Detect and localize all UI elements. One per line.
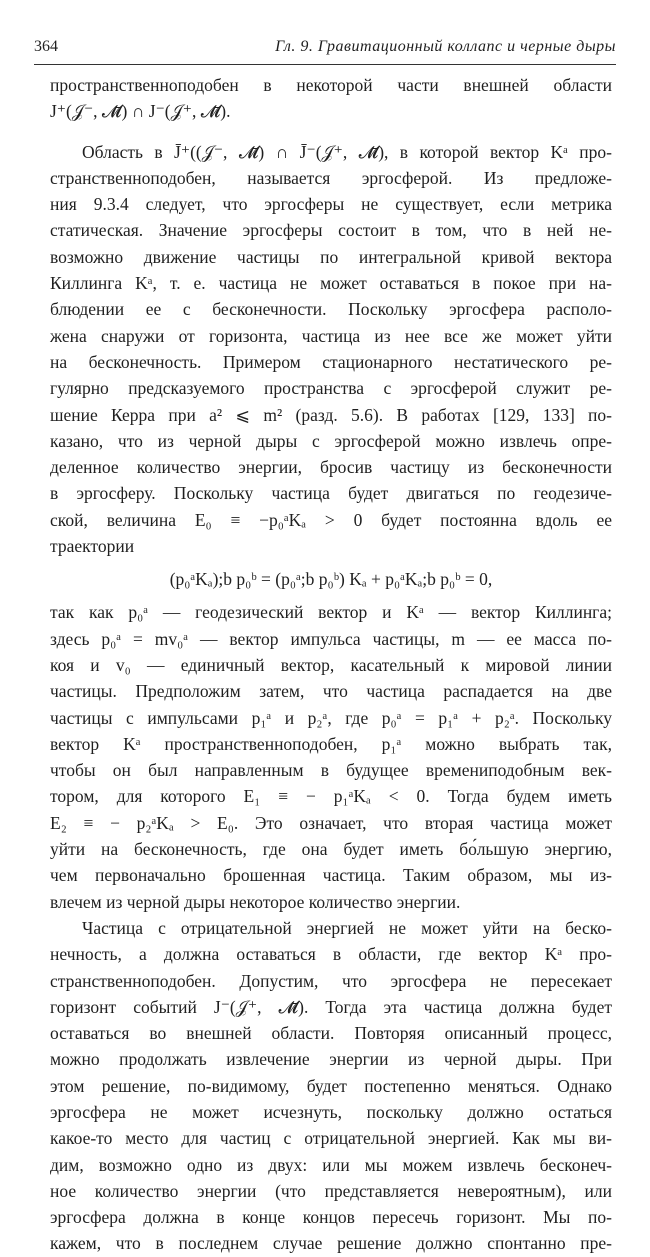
text-line: жена снаружи от горизонта, частица из нее все же может уйти	[50, 325, 612, 346]
text-line: частицы. Предположим затем, что частица распадается на две	[50, 681, 612, 702]
page-number: 364	[34, 38, 58, 55]
text-line: странственноподобен. Допустим, что эргосфера не пересекает	[50, 970, 612, 991]
text-line: горизонт событий J⁻(𝒥⁺, 𝓜̄). Тогда эта частица должна будет	[50, 996, 612, 1017]
text-line: Частица с отрицательной энергией не может уйти на беско-	[82, 917, 612, 938]
text-line: J⁺(𝒥⁻, 𝓜̄) ∩ J⁻(𝒥⁺, 𝓜̄).	[50, 101, 231, 122]
running-header	[34, 38, 616, 62]
text-line: дим, возможно одно из двух: или мы можем извлечь бесконеч-	[50, 1154, 612, 1175]
text-line: ния 9.3.4 следует, что эргосферы не существует, если метрика	[50, 194, 612, 215]
text-line: эргосфера должна в конце концов пересечь горизонт. Мы по-	[50, 1207, 612, 1228]
text-line: здесь p₀ᵃ = mv₀ᵃ — вектор импульса частицы, m — ее масса по-	[50, 628, 612, 649]
text-line: шение Керра при a² ⩽ m² (разд. 5.6). В работах [129, 133] по-	[50, 404, 612, 425]
text-line: какое-то место для частиц с отрицательной энергией. Как мы ви-	[50, 1128, 612, 1149]
text-line: чем первоначально брошенная частица. Таким образом, мы из-	[50, 865, 612, 886]
text-line: частицы с импульсами p₁ᵃ и p₂ᵃ, где p₀ᵃ = p₁ᵃ + p₂ᵃ. Поскольку	[50, 707, 612, 728]
text-line: странственноподобен, называется эргосферой. Из предложе-	[50, 167, 612, 188]
text-line: оставаться во внешней области. Повторяя описанный процесс,	[50, 1023, 612, 1044]
text-line: нечность, а должна оставаться в области, где вектор Kᵃ про-	[50, 944, 612, 965]
text-line: Область в J̄⁺((𝒥⁻, 𝓜̄) ∩ J̄⁻(𝒥⁺, 𝓜̄), в которой вектор Kᵃ про-	[82, 141, 612, 162]
text-line: гулярно предсказуемого пространства с эргосферой служит ре-	[50, 378, 612, 399]
text-line: блюдении ее с бесконечности. Поскольку эргосфера располо-	[50, 299, 612, 320]
text-line: можно продолжать извлечение энергии из черной дыры. При	[50, 1049, 612, 1070]
text-line: кажем, что в последнем случае решение должно спонтанно пре-	[50, 1233, 612, 1254]
text-line: чтобы он был направленным в будущее времениподобным век-	[50, 760, 612, 781]
text-line: возможно движение частицы по интегральной кривой вектора	[50, 246, 612, 267]
header-rule	[34, 64, 616, 65]
text-line: коя и v₀ — единичный вектор, касательный к мировой линии	[50, 654, 612, 675]
text-line: влечем из черной дыры некоторое количество энергии.	[50, 891, 461, 912]
text-line: статическая. Значение эргосферы состоит в том, что в ней не-	[50, 220, 612, 241]
text-line: вектор Kᵃ пространственноподобен, p₁ᵃ можно выбрать так,	[50, 733, 612, 754]
page-body	[50, 72, 612, 1257]
text-line: эргосфера не может исчезнуть, поскольку должно остаться	[50, 1101, 612, 1122]
running-title: Гл. 9. Гравитационный коллапс и черные дыры	[275, 38, 616, 55]
text-line: казано, что из черной дыры с эргосферой можно извлечь опре-	[50, 430, 612, 451]
text-line: тором, для которого E₁ ≡ − p₁ᵃKₐ < 0. Тогда будем иметь	[50, 786, 612, 807]
text-line: так как p₀ᵃ — геодезический вектор и Kᵃ — вектор Киллинга;	[50, 602, 612, 623]
text-line: ской, величина E₀ ≡ −p₀ᵃKₐ > 0 будет постоянна вдоль ее	[50, 509, 612, 530]
text-line: уйти на бесконечность, где она будет иметь бо́льшую энергию,	[50, 839, 612, 860]
text-line: этом решение, по-видимому, будет постепенно меняться. Однако	[50, 1075, 612, 1096]
text-line: деленное количество энергии, бросив частицу из бесконечности	[50, 457, 612, 478]
text-line: на бесконечность. Примером стационарного нестатического ре-	[50, 351, 612, 372]
text-line: ное количество энергии (что представляется невероятным), или	[50, 1180, 612, 1201]
text-line: в эргосферу. Поскольку частица будет двигаться по геодезиче-	[50, 483, 612, 504]
display-equation: (p₀ᵃKₐ);b p₀ᵇ = (p₀ᵃ;b p₀ᵇ) Kₐ + p₀ᵃKₐ;b p₀ᵇ = 0,	[169, 569, 493, 590]
text-line: Киллинга Kᵃ, т. е. частица не может оставаться в покое при на-	[50, 273, 612, 294]
text-line: E₂ ≡ − p₂ᵃKₐ > E₀. Это означает, что вторая частица может	[50, 812, 612, 833]
text-line: траектории	[50, 536, 135, 557]
text-line: пространственноподобен в некоторой части внешней области	[50, 75, 612, 95]
